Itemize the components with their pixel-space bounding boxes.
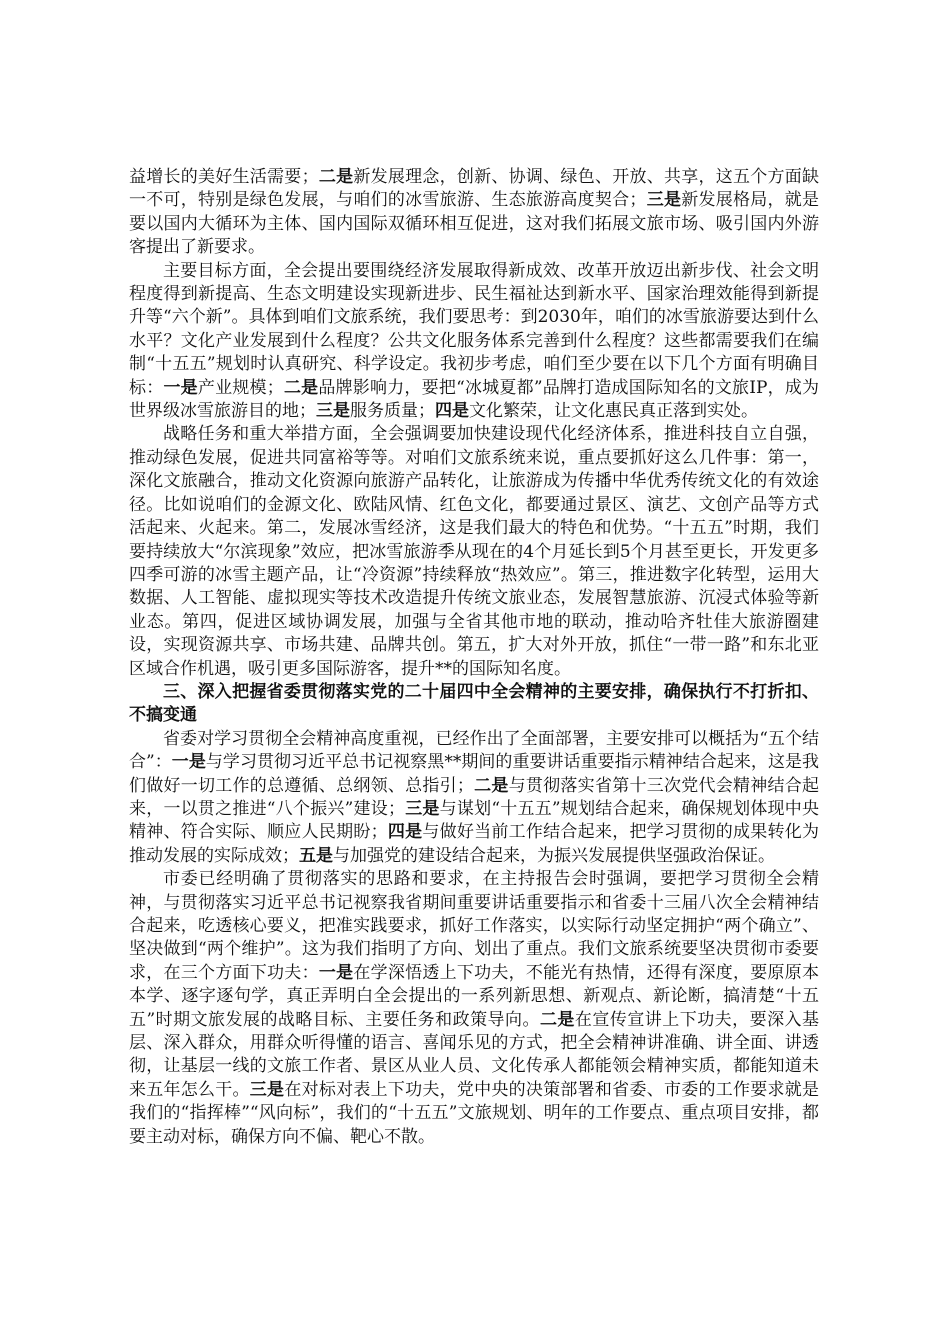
body-text: 与贯彻落实省第十三次党代会精神结合起来，一以贯之推进“八个振兴”建设；: [129, 775, 820, 819]
emphasis-text: 四是: [387, 822, 423, 843]
emphasis-text: 三是: [249, 1079, 285, 1100]
body-text: 与谋划“十五五”规划结合起来，确保规划体现中央精神、符合实际、顺应人民期盼；: [129, 798, 819, 843]
paragraph-municipal-requirements: [129, 868, 819, 1149]
body-text: 与学习贯彻习近平总书记视察黑**期间的重要讲话重要指示精神结合起来，这是我们做好一切工作的总遵循、总纲领、总指引；: [129, 752, 820, 796]
body-text: 在宣传宣讲上下功夫，要深入基层、深入群众，用群众听得懂的语言、喜闻乐见的方式，把全会精神讲准确、讲全面、讲透彻，让基层一线的文旅工作者、景区从业人员、文化传承人都能领会精神实质，都能知道未来五年怎么干。: [129, 1009, 820, 1100]
body-text: 与做好当前工作结合起来，把学习贯彻的成果转化为推动发展的实际成效；: [129, 822, 820, 866]
emphasis-text: 五是: [299, 845, 333, 866]
body-text: 服务质量；: [350, 401, 435, 422]
emphasis-text: 四是: [435, 401, 469, 422]
paragraph-main-goals: [129, 260, 819, 424]
body-text: 文化繁荣，让文化惠民真正落到实处。: [469, 401, 758, 422]
body-text: 在学深悟透上下功夫，不能光有热情，还得有深度，要原原本本学、逐字逐句学，真正弄明白全会提出的一系列新思想、新观点、新论断，搞清楚“十五五”时期文旅发展的战略目标、主要任务和政策导向。: [129, 962, 820, 1030]
emphasis-text: 一是: [163, 377, 198, 398]
emphasis-text: 二是: [283, 377, 319, 398]
body-text: 在对标对表上下功夫，党中央的决策部署和省委、市委的工作要求就是我们的“指挥棒”“风向标”，我们的“十五五”文旅规划、明年的工作要点、重点项目安排，都要主动对标，确保方向不偏、靶心不散。: [129, 1079, 820, 1147]
emphasis-text: 一是: [171, 752, 206, 773]
body-text: 产业规模；: [197, 377, 284, 398]
paragraph-provincial-arrangements: [129, 728, 819, 868]
emphasis-text: 一是: [318, 962, 354, 983]
body-text: 省委对学习贯彻全会精神高度重视，已经作出了全面部署，主要安排可以概括为“五个结合”：: [129, 728, 819, 773]
document-body: [129, 166, 819, 1149]
body-text: 益增长的美好生活需要；: [129, 167, 319, 187]
body-text: 与加强党的建设结合起来，为振兴发展提供坚强政治保证。: [333, 845, 775, 866]
body-text: 战略任务和重大举措方面，全会强调要加快建设现代化经济体系，推进科技自立自强，推动绿色发展，促进共同富裕等等。对咱们文旅系统来说，重点要抓好这么几件事：第一，深化文旅融合，推动文化资源向旅游产品转化，让旅游成为传播中华优秀传统文化的有效途径。比如说咱们的金源文化、欧陆风情、红色文化，都要通过景区、演艺、文创产品等方式活起来、火起来。第二，发展冰雪经济，这是我们最大的特色和优势。“十五五”时期，我们要持续放大“尔滨现象”效应，把冰雪旅游季从现在的4个月延长到5个月甚至更长，开发更多四季可游的冰雪主题产品，让“冷资源”持续释放“热效应”。第三，推进数字化转型，运用大数据、人工智能、虚拟现实等技术改造提升传统文旅业态，发展智慧旅游、沉浸式体验等新业态。第四，促进区域协调发展，加强与全省其他市地的联动，推动哈齐牡佳大旅游圈建设，实现资源共享、市场共建、品牌共创。第五，扩大对外开放，抓住“一带一路”和东北亚区域合作机遇，吸引更多国际游客，提升**的国际知名度。: [129, 424, 819, 679]
body-text: 主要目标方面，全会提出要围绕经济发展取得新成效、改革开放迈出新步伐、社会文明程度得到新提高、生态文明建设实现新进步、民生福祉达到新水平、国家治理效能得到新提升等“六个新”。具体到咱们文旅系统，我们要思考：到2030年，咱们的冰雪旅游要达到什么水平？文化产业发展到什么程度？公共文化服务体系完善到什么程度？这些都需要我们在编制“十五五”规划时认真研究、科学设定。我初步考虑，咱们至少要在以下几个方面有明确目标：: [129, 260, 819, 398]
body-text: 品牌影响力，要把“冰城夏都”品牌打造成国际知名的文旅IP，成为世界级冰雪旅游目的地；: [129, 377, 820, 422]
body-text: 新发展格局，就是要以国内大循环为主体、国内国际双循环相互促进，这对我们拓展文旅市场、吸引国内外游客提出了新要求。: [129, 190, 820, 258]
body-text: 新发展理念，创新、协调、绿色、开放、共享，这五个方面缺一不可，特别是绿色发展，与咱们的冰雪旅游、生态旅游高度契合；: [129, 167, 820, 211]
emphasis-text: 二是: [318, 167, 354, 187]
paragraph-strategic-tasks: [129, 423, 819, 680]
emphasis-text: 三、深入把握省委贯彻落实党的二十届四中全会精神的主要安排，确保执行不打折扣、不搞变通: [129, 681, 819, 726]
emphasis-text: 二是: [473, 775, 509, 796]
emphasis-text: 二是: [539, 1009, 575, 1030]
section-heading-3: [129, 681, 819, 728]
emphasis-text: 三是: [404, 798, 440, 819]
paragraph-1: [129, 166, 819, 260]
body-text: 市委已经明确了贯彻落实的思路和要求，在主持报告会时强调，要把学习贯彻全会精神，与贯彻落实习近平总书记视察我省期间重要讲话重要指示和省委十三届八次全会精神结合起来，吃透核心要义，把准实践要求，抓好工作落实，以实际行动坚定拥护“两个确立”、坚决做到“两个维护”。这为我们指明了方向、划出了重点。我们文旅系统要坚决贯彻市委要求，在三个方面下功夫：: [129, 869, 819, 983]
emphasis-text: 三是: [646, 190, 682, 211]
emphasis-text: 三是: [316, 401, 350, 422]
